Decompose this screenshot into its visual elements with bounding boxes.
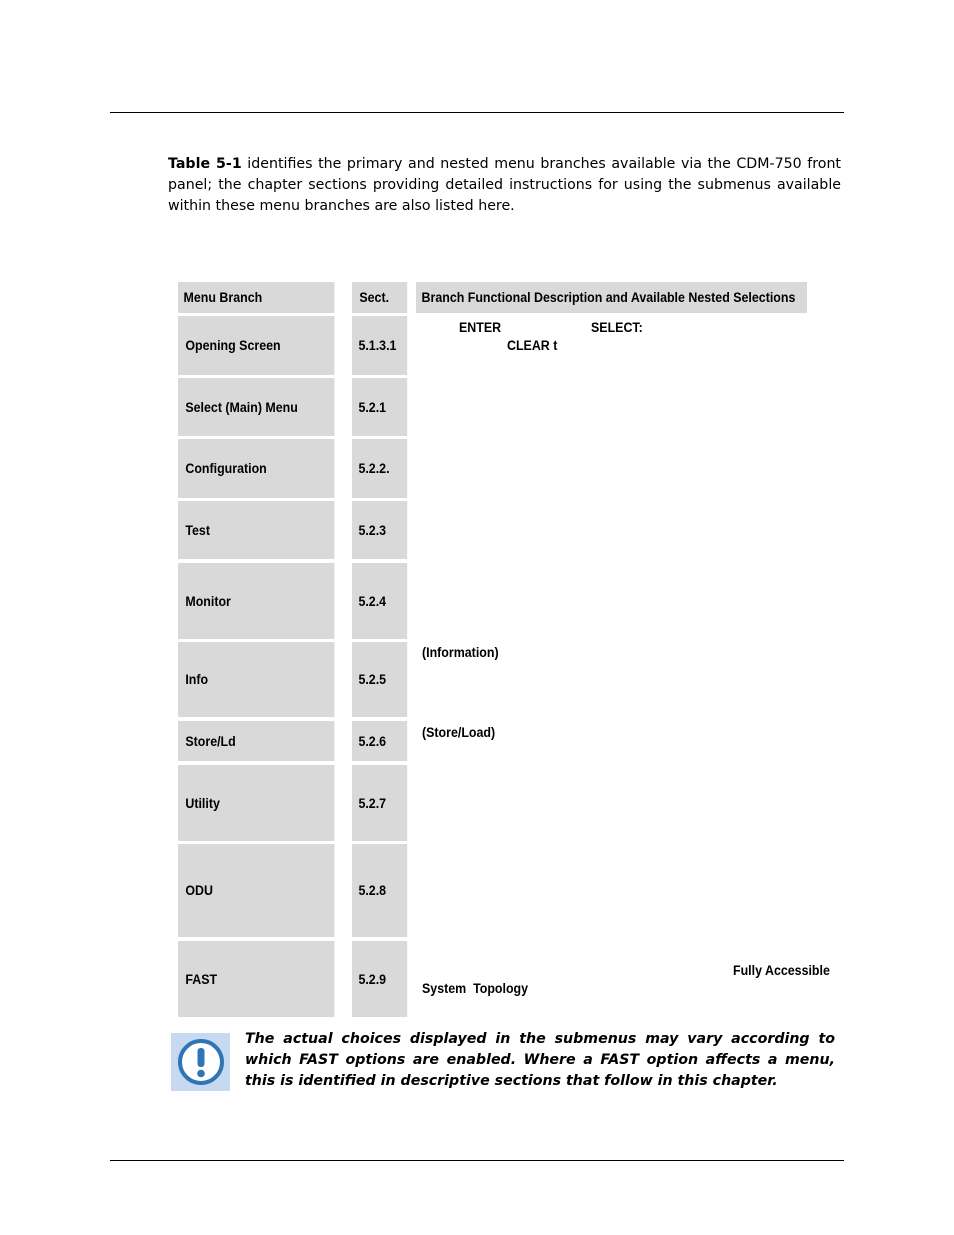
row-branch-test: Test bbox=[178, 501, 334, 559]
row-sect-info: 5.2.5 bbox=[352, 642, 407, 717]
desc-system-topology: System Topology bbox=[422, 981, 529, 996]
desc-select-label: SELECT: bbox=[591, 320, 643, 335]
row-branch-monitor: Monitor bbox=[178, 563, 334, 639]
desc-clear-key: CLEAR t bbox=[507, 338, 558, 353]
row-branch-select-menu: Select (Main) Menu bbox=[178, 378, 334, 436]
row-sect-odu: 5.2.8 bbox=[352, 844, 407, 937]
desc-enter-key: ENTER bbox=[459, 320, 502, 335]
intro-text: identifies the primary and nested menu branches available via the CDM-750 front panel; the chapter sections providing detailed instructions for using the submenus available within these menu branches are also listed here. bbox=[168, 156, 841, 214]
header-menu-branch: Menu Branch bbox=[178, 282, 334, 313]
header-description: Branch Functional Description and Available Nested Selections bbox=[416, 282, 807, 313]
header-rule bbox=[110, 112, 844, 113]
header-sect: Sect. bbox=[352, 282, 407, 313]
row-sect-monitor: 5.2.4 bbox=[352, 563, 407, 639]
row-sect-store-ld: 5.2.6 bbox=[352, 721, 407, 761]
row-sect-select-menu: 5.2.1 bbox=[352, 378, 407, 436]
intro-paragraph bbox=[168, 154, 841, 217]
desc-store-load: (Store/Load) bbox=[422, 725, 496, 740]
row-sect-opening-screen: 5.1.3.1 bbox=[352, 316, 407, 375]
row-branch-configuration: Configuration bbox=[178, 439, 334, 498]
row-sect-fast: 5.2.9 bbox=[352, 941, 407, 1017]
row-sect-test: 5.2.3 bbox=[352, 501, 407, 559]
row-branch-odu: ODU bbox=[178, 844, 334, 937]
row-branch-fast: FAST bbox=[178, 941, 334, 1017]
row-branch-opening-screen: Opening Screen bbox=[178, 316, 334, 375]
row-sect-configuration: 5.2.2. bbox=[352, 439, 407, 498]
row-branch-utility: Utility bbox=[178, 765, 334, 841]
important-exclamation-icon bbox=[171, 1033, 230, 1091]
table-reference: Table 5-1 bbox=[168, 156, 242, 172]
footer-rule bbox=[110, 1160, 844, 1161]
desc-fully-accessible: Fully Accessible bbox=[733, 963, 830, 978]
desc-information: (Information) bbox=[422, 645, 499, 660]
row-branch-store-ld: Store/Ld bbox=[178, 721, 334, 761]
row-sect-utility: 5.2.7 bbox=[352, 765, 407, 841]
row-branch-info: Info bbox=[178, 642, 334, 717]
note-text: The actual choices displayed in the submenus may vary according to which FAST options are enabled. Where a FAST option affects a menu, this is identified in descriptive sections that follow in this chapter. bbox=[245, 1031, 835, 1089]
